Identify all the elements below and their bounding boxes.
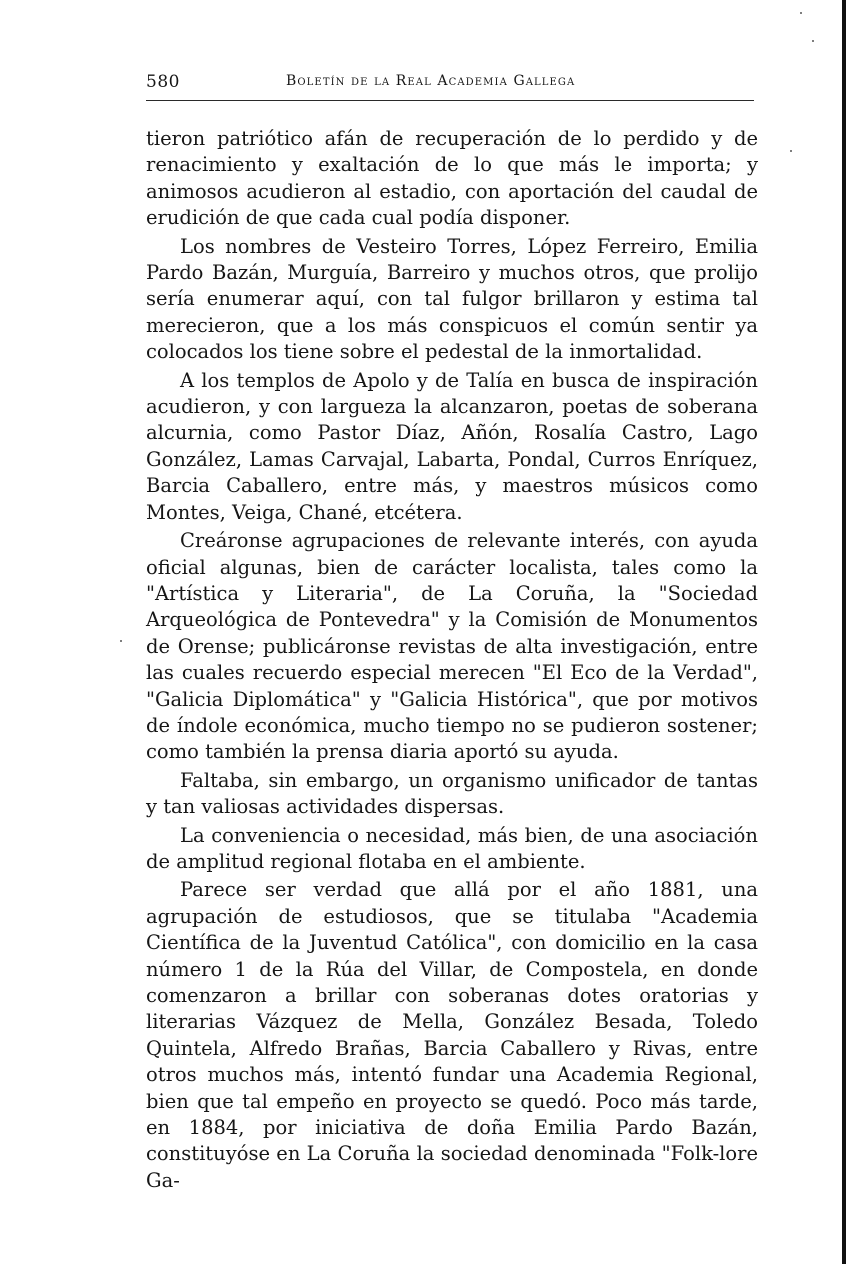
paragraph: Los nombres de Vesteiro Torres, López Ferreiro, Emilia Pardo Bazán, Murguía, Barreiro y muchos otros, que prolijo sería enumerar aquí, con tal fulgor brillaron y estima tal merecieron, que a los más conspicuos el común sentir ya colocados los tiene sobre el pedestal de la inmortalidad. [146,234,758,364]
paragraph: Parece ser verdad que allá por el año 1881, una agrupación de estudiosos, que se titulaba "Academia Científica de la Juventud Católica", con domicilio en la casa número 1 de la Rúa del Villar, de Compostela, en donde comenzaron a brillar con soberanas dotes oratorias y literarias Vázquez de Mella, González Besada, Toledo Quintela, Alfredo Brañas, Barcia Caballero y Rivas, entre otros muchos más, intentó fundar una Academia Regional, bien que tal empeño en proyecto se quedó. Poco más tarde, en 1884, por iniciativa de doña Emilia Pardo Bazán, constituyóse en La Coruña la sociedad denominada "Folk-lore Ga- [146,878,758,1192]
paragraph: Faltaba, sin embargo, un organismo unificador de tantas y tan valiosas actividades dispersas. [146,768,758,819]
scan-speck [790,150,792,152]
paragraph: tieron patriótico afán de recuperación de lo perdido y de renacimiento y exaltación de lo que más le importa; y animosos acudieron al estadio, con aportación del caudal de erudición de que cada cual podía disponer. [146,127,758,230]
page-edge-shadow [842,0,846,1264]
paragraph: La conveniencia o necesidad, más bien, de una asociación de amplitud regional flotaba en el ambiente. [146,823,758,873]
body-text [146,126,758,1196]
scan-speck [812,40,814,42]
paragraph: Creáronse agrupaciones de relevante interés, con ayuda oficial algunas, bien de carácter localista, tales como la "Artística y Literaria", de La Coruña, la "Sociedad Arqueológica de Pontevedra" y la Comisión de Monumentos de Orense; publicáronse revistas de alta investigación, entre las cuales recuerdo especial merecen "El Eco de la Verdad", "Galicia Diplomática" y "Galicia Histórica", que por motivos de índole económica, mucho tiempo no se pudieron sostener; como también la prensa diaria aportó su ayuda. [146,529,758,764]
page-number: 580 [146,72,180,92]
scan-speck [800,12,802,14]
scan-speck [120,640,122,642]
paragraph: A los templos de Apolo y de Talía en busca de inspiración acudieron, y con largueza la alcanzaron, poetas de soberana alcurnia, como Pastor Díaz, Añón, Rosalía Castro, Lago González, Lamas Carvajal, Labarta, Pondal, Curros Enríquez, Barcia Caballero, entre más, y maestros músicos como Montes, Veiga, Chané, etcétera. [146,368,758,524]
running-title: Boletín de la Real Academia Gallega [286,73,576,89]
page-header [146,70,754,101]
